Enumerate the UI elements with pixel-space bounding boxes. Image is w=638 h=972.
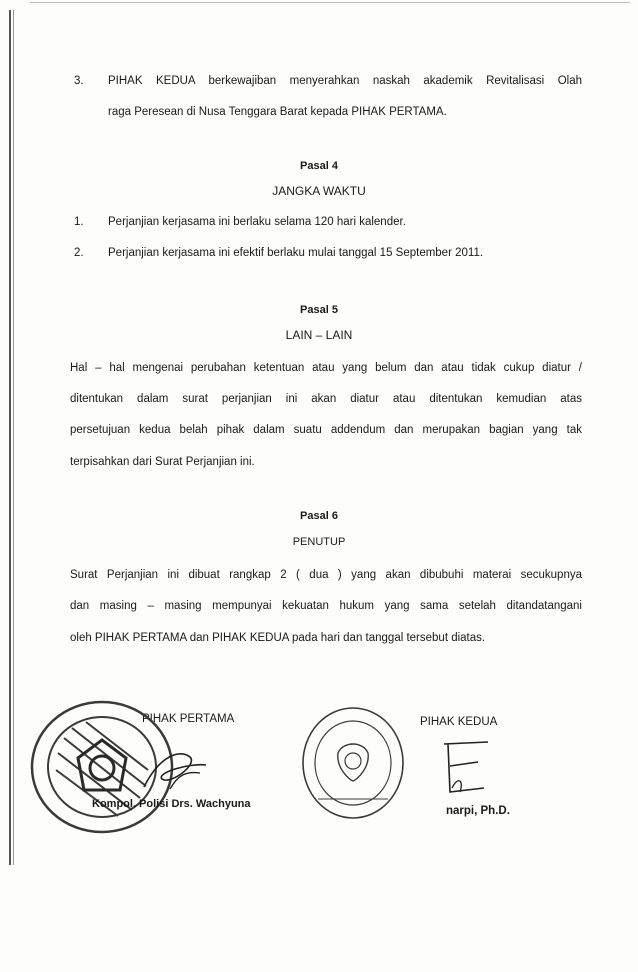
pasal4-heading: Pasal 4 [300,160,338,172]
signature-left-role: PIHAK PERTAMA [142,713,235,725]
pasal5-line1: Hal – hal mengenai perubahan ketentuan atau yang belum dan atau tidak cukup diatur / [70,362,582,374]
pasal5-line4: terpisahkan dari Surat Perjanjian ini. [70,456,255,468]
pasal6-title: PENUTUP [292,536,346,548]
university-seal-stamp [298,703,408,823]
binder-edge-line-secondary [13,10,14,865]
scan-edge-line [30,2,630,3]
signature-right-role: PIHAK KEDUA [420,716,498,728]
pasal6-heading: Pasal 6 [300,510,338,522]
pasal4-item1-text: Perjanjian kerjasama ini berlaku selama 120 hari kalender. [108,216,406,228]
item3-line1: PIHAK KEDUA berkewajiban menyerahkan naskah akademik Revitalisasi Olah [108,75,582,87]
signature-right-name: narpi, Ph.D. [446,805,510,817]
left-signature-mark [140,745,210,795]
pasal5-heading: Pasal 5 [300,304,338,316]
right-signature-mark [438,736,498,798]
pasal5-line2: ditentukan dalam surat perjanjian ini akan diatur atau ditentukan kemudian atas [70,393,582,405]
pasal4-item2-text: Perjanjian kerjasama ini efektif berlaku mulai tanggal 15 September 2011. [108,247,484,259]
pasal4-item1-number: 1. [74,216,84,228]
pasal5-line3: persetujuan kedua belah pihak dalam suatu addendum dan merupakan bagian yang tak [70,424,582,436]
pasal6-line1: Surat Perjanjian ini dibuat rangkap 2 ( dua ) yang akan dibubuhi materai secukupnya [70,569,582,581]
pasal6-line2: dan masing – masing mempunyai kekuatan hukum yang sama setelah ditandatangani [70,600,582,612]
item3-line2: raga Peresean di Nusa Tenggara Barat kepada PIHAK PERTAMA. [108,106,447,118]
pasal6-line3: oleh PIHAK PERTAMA dan PIHAK KEDUA pada hari dan tanggal tersebut diatas. [70,632,486,644]
binder-edge-line [9,10,11,865]
pasal5-title: LAIN – LAIN [285,328,353,342]
item3-number: 3. [74,75,84,87]
signature-left-name: Kompol. Polisi Drs. Wachyuna [92,798,251,810]
pasal4-item2-number: 2. [74,247,84,259]
pasal4-title: JANGKA WAKTU [272,184,366,198]
